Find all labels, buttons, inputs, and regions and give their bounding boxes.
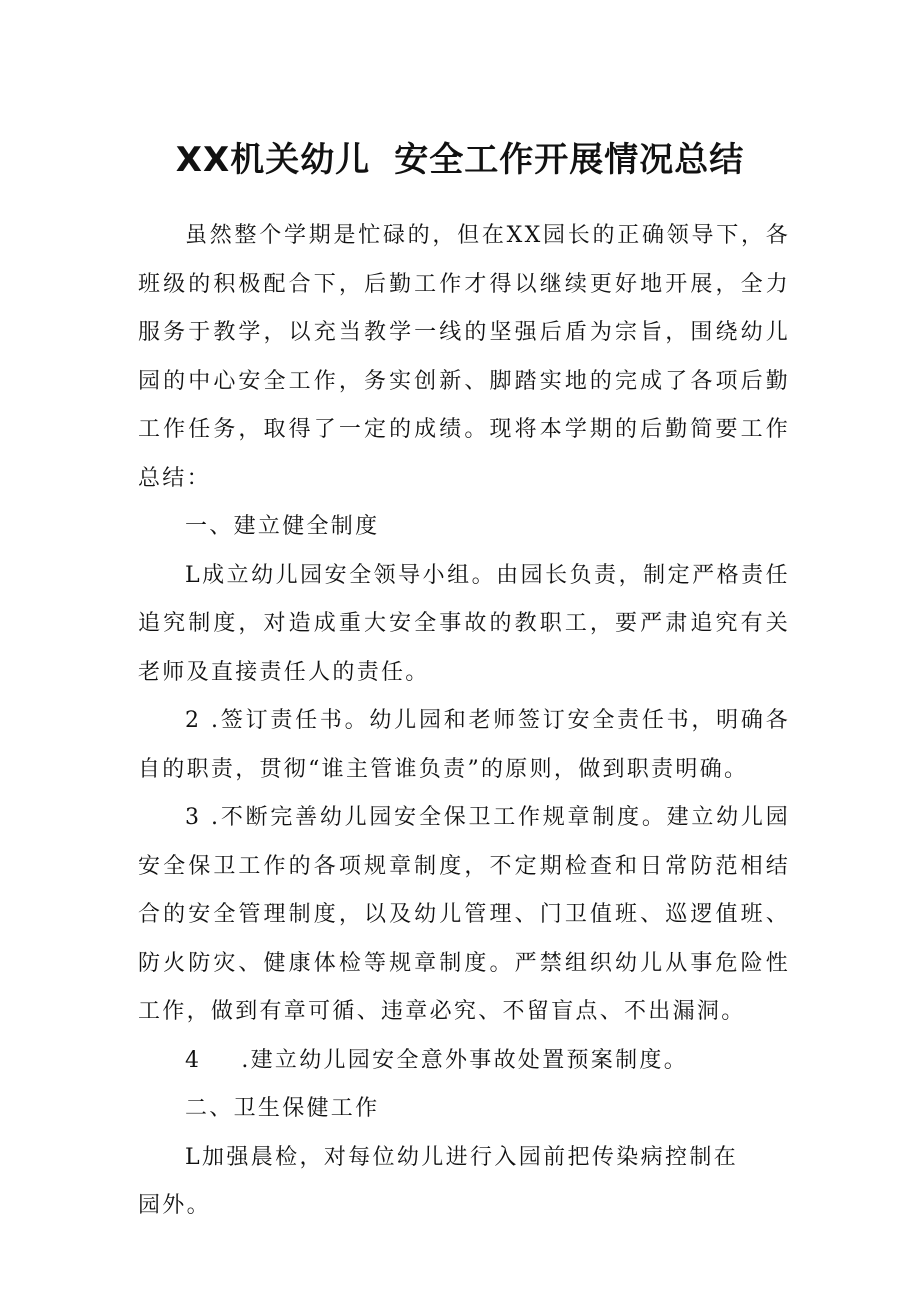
document-body — [138, 212, 790, 1231]
intro-paragraph: 虽然整个学期是忙碌的，但在XX园长的正确领导下，各班级的积极配合下，后勤工作才得以继续更好地开展，全力服务于教学，以充当教学一线的坚强后盾为宗旨，围绕幼儿园的中心安全工作，务实创新、脚踏实地的完成了各项后勤工作任务，取得了一定的成绩。现将本学期的后勤简要工作总结： — [138, 223, 790, 491]
section-heading-2: 二、卫生保健工作 — [185, 1096, 380, 1121]
item-4-text: .建立幼儿园安全意外事故处置预案制度。 — [241, 1047, 689, 1073]
item-1-paragraph: L成立幼儿园安全领导小组。由园长负责，制定严格责任追究制度，对造成重大安全事故的教职工，要严肃追究有关老师及直接责任人的责任。 — [138, 562, 790, 685]
section-heading-1: 一、建立健全制度 — [185, 514, 380, 539]
title-part-1: XX机关幼儿 — [175, 140, 371, 180]
item-4-paragraph — [138, 1037, 790, 1086]
item-4-number: 4 — [185, 1047, 202, 1073]
item-2-paragraph: 2 .签订责任书。幼儿园和老师签订安全责任书，明确各自的职责，贯彻“谁主管谁负责”的原则，做到职责明确。 — [138, 708, 790, 782]
item-3-paragraph: 3 .不断完善幼儿园安全保卫工作规章制度。建立幼儿园安全保卫工作的各项规章制度，不定期检查和日常防范相结合的安全管理制度，以及幼儿管理、门卫值班、巡逻值班、防火防灾、健康体检等规章制度。严禁组织幼儿从事危险性工作，做到有章可循、违章必究、不留盲点、不出漏洞。 — [138, 805, 790, 1024]
health-item-1-paragraph: L加强晨检，对每位幼儿进行入园前把传染病控制在园外。 — [138, 1144, 738, 1218]
title-part-2: 安全工作开展情况总结 — [394, 140, 745, 180]
document-title — [0, 136, 920, 184]
